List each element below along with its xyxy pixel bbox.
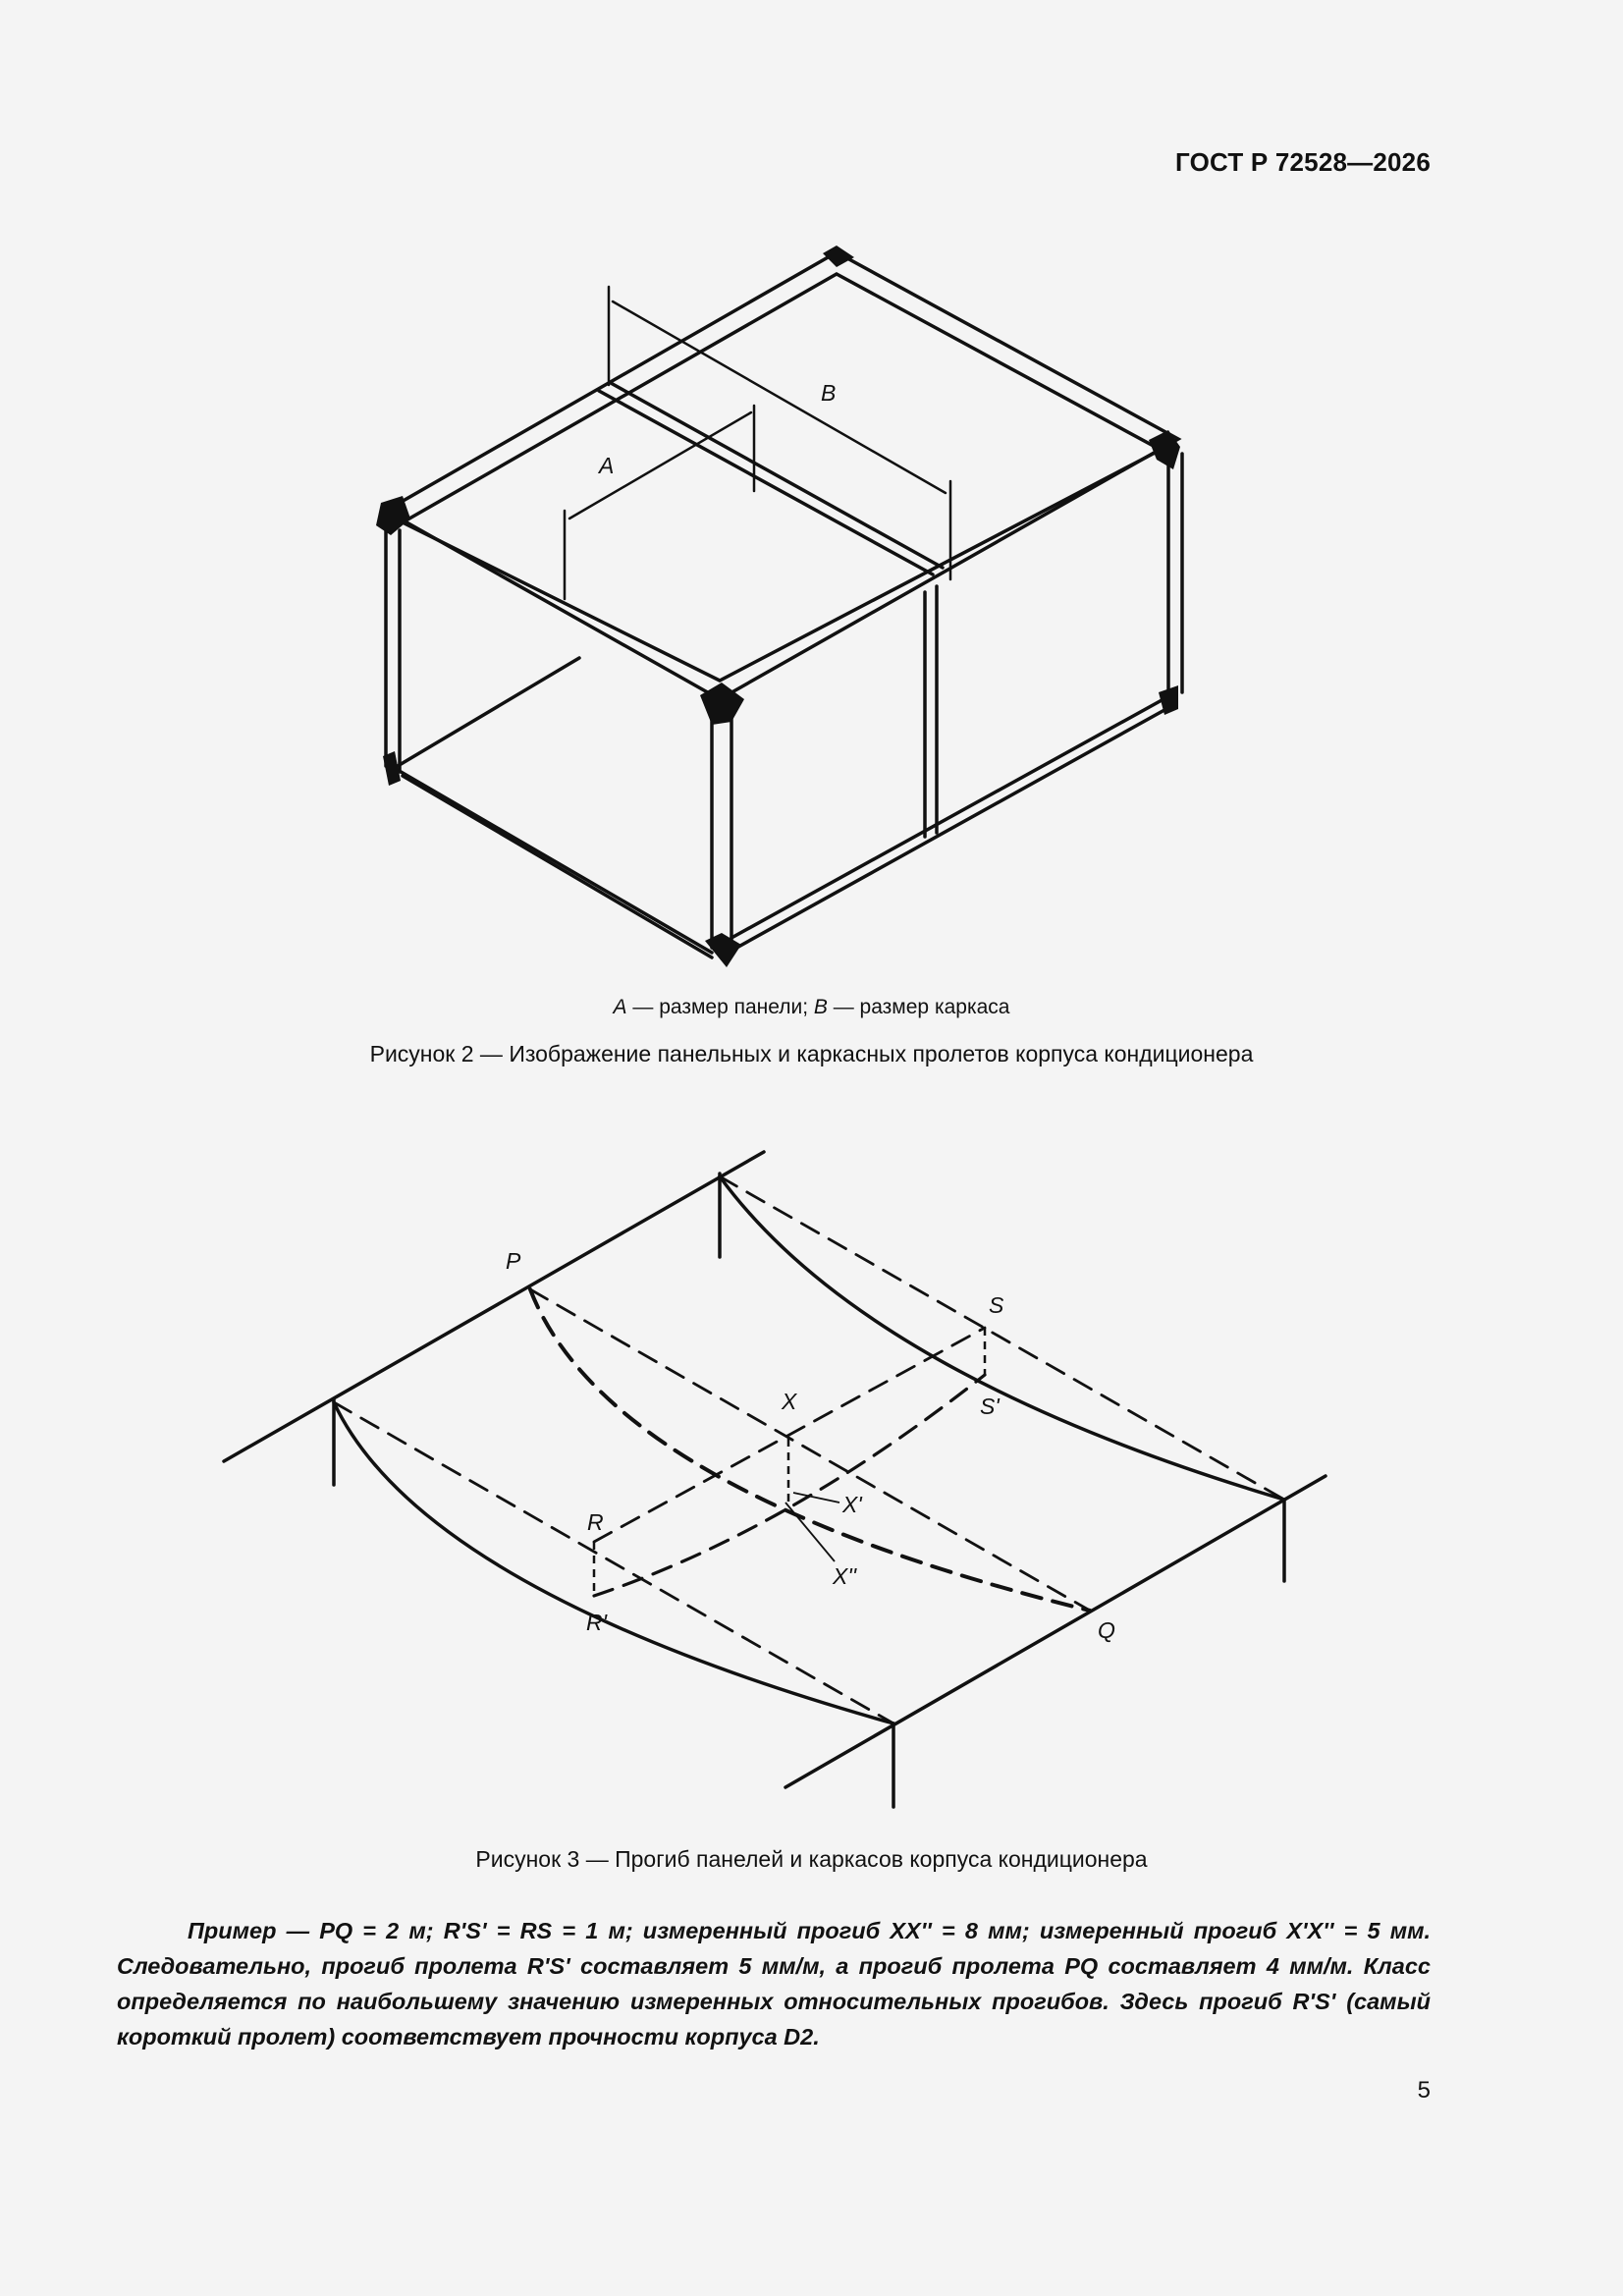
- page-number: 5: [1417, 2077, 1431, 2104]
- legend-a-symbol: A: [613, 996, 627, 1018]
- label-x-prime: X': [842, 1492, 862, 1517]
- label-x-double-prime: X'': [833, 1563, 857, 1589]
- figure-3-deflection-drawing: [0, 1139, 1623, 1827]
- legend-a-text: — размер панели;: [626, 996, 814, 1018]
- label-p: P: [506, 1248, 521, 1274]
- label-r-prime: R': [586, 1610, 608, 1635]
- label-q: Q: [1098, 1617, 1115, 1643]
- figure-2-caption: Рисунок 2 — Изображение панельных и каркасных пролетов корпуса кондиционера: [369, 1041, 1254, 1066]
- label-b: B: [821, 380, 837, 406]
- label-r: R: [587, 1509, 604, 1535]
- document-header: ГОСТ Р 72528—2026: [1175, 147, 1431, 177]
- label-s-prime: S': [980, 1394, 1000, 1419]
- figure-3-caption: Рисунок 3 — Прогиб панелей и каркасов корпуса кондиционера: [475, 1846, 1148, 1872]
- label-a: A: [599, 453, 615, 478]
- figure-2-legend: [0, 996, 1623, 1019]
- example-paragraph: Пример — PQ = 2 м; R'S' = RS = 1 м; измеренный прогиб XX'' = 8 мм; измеренный прогиб X'X'' = 5 мм. Следовательно, прогиб пролета R'S' составляет 5 мм/м, а прогиб пролета PQ составляет 4 мм/м. Класс определяется по наибольшему значению измеренных относительных прогибов. Здесь прогиб R'S' (самый короткий пролет) соответствует прочности корпуса D2.: [117, 1918, 1431, 2050]
- figure-2-frame-drawing: [0, 226, 1623, 992]
- legend-b-text: — размер каркаса: [827, 996, 1010, 1018]
- label-s: S: [989, 1292, 1004, 1318]
- label-x: X: [782, 1389, 797, 1414]
- legend-b-symbol: B: [813, 996, 828, 1018]
